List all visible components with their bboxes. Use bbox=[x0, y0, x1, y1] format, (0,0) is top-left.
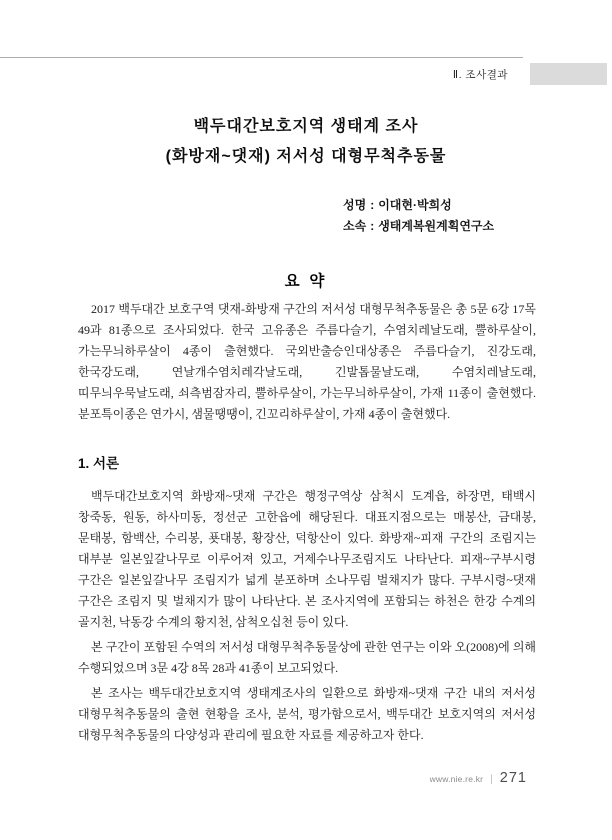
author-affiliation-separator: : bbox=[370, 218, 375, 233]
abstract-heading: 요 약 bbox=[284, 273, 328, 290]
intro-paragraph-3: 본 조사는 백두대간보호지역 생태계조사의 일환으로 화방재~댓재 구간 내의 저서성 대형무척추동물의 출현 현황을 조사, 분석, 평가함으로서, 백두대간 보호지역의 저서성 대형무척추동물의 다양성과 관리에 필요한 자료를 제공하고자 한다. bbox=[78, 686, 536, 742]
author-name-row bbox=[343, 195, 494, 216]
abstract-paragraph: 2017 백두대간 보호구역 댓재-화방재 구간의 저서성 대형무척추동물은 총 5문 6강 17목 49과 81종으로 조사되었다. 한국 고유종은 주름다슬기, 수염치레날도래, 뿔하루살이, 가는무늬하루살이 4종이 출현했다. 국외반출승인대상종은 주름다슬기, 진강도래, 한국강도래, 연날개수염치레각날도래, 긴발톱물날도래, 수염치레날도래, 띠무늬우묵날도래, 쇠측범잠자리, 뿔하루살이, 가는무늬하루살이, 가재 11종이 출현했다. 분포특이종은 연가시, 샘물땡땡이, 긴꼬리하루살이, 가재 4종이 출현했다. bbox=[78, 302, 536, 421]
report-title bbox=[0, 112, 612, 172]
footer-separator: | bbox=[490, 774, 493, 785]
author-affiliation-label: 소속 bbox=[343, 218, 367, 233]
abstract-body bbox=[78, 299, 536, 429]
intro-section-body bbox=[78, 486, 536, 750]
report-title-line2: (화방재~댓재) 저서성 대형무척추동물 bbox=[165, 148, 447, 165]
header-rule bbox=[0, 57, 523, 58]
page-footer bbox=[0, 770, 527, 786]
intro-section-heading: 1. 서론 bbox=[78, 456, 120, 471]
running-header-section-label: Ⅱ. 조사결과 bbox=[452, 69, 508, 81]
footer-website: www.nie.re.kr bbox=[429, 774, 484, 784]
author-affiliation-value: 생태계복원계획연구소 bbox=[378, 218, 495, 233]
intro-paragraph-2: 본 구간이 포함된 수역의 저서성 대형무척추동물상에 관한 연구는 이와 오(2008)에 의해 수행되었으며 3문 4강 8목 28과 41종이 보고되었다. bbox=[78, 640, 536, 675]
author-name-label: 성명 bbox=[343, 198, 367, 212]
author-name-value: 이대현·박희성 bbox=[378, 198, 452, 212]
author-block bbox=[343, 195, 494, 236]
page-number: 271 bbox=[499, 770, 527, 786]
intro-paragraph-1: 백두대간보호지역 화방재~댓재 구간은 행정구역상 삼척시 도계읍, 하장면, 태백시 창죽동, 원동, 하사미동, 정선군 고한읍에 해당된다. 대표지점으로는 매봉산, 금대봉, 문태봉, 함백산, 수리봉, 푯대봉, 황장산, 덕항산이 있다. 화방재~피재 구간의 조림지는 대부분 일본잎갈나무로 이루어져 있고, 거제수나무조림지도 나타난다. 피재~구부시령 구간은 일본잎갈나무 조림지가 넓게 분포하며 소나무림 벌채지가 많다. 구부시령~댓재 구간은 조림지 및 벌채지가 많이 나타난다. 본 조사지역에 포함되는 하천은 한강 수계의 골지천, 낙동강 수계의 황지천, 삼척오십천 등이 있다. bbox=[78, 489, 536, 629]
author-name-separator: : bbox=[370, 198, 375, 212]
section-tab-box bbox=[530, 63, 607, 85]
report-title-line1: 백두대간보호지역 생태계 조사 bbox=[193, 118, 419, 135]
author-affiliation-row bbox=[343, 216, 494, 237]
